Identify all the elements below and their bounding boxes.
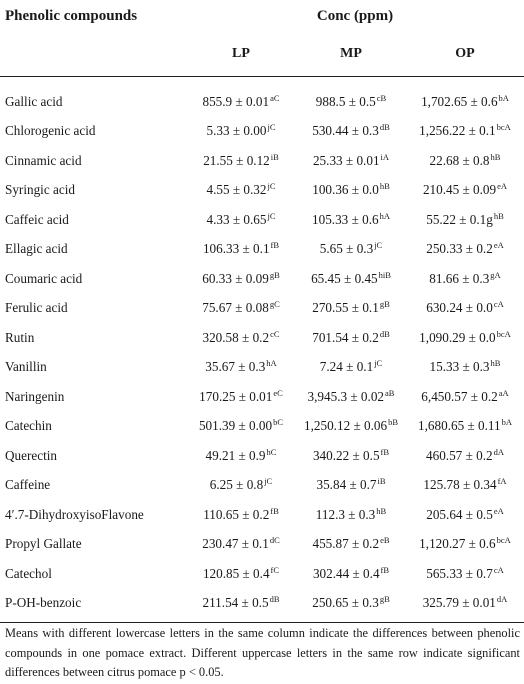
significance-letters: eA <box>493 505 504 516</box>
value-mean-sd: 5.65 ± 0.3 <box>319 241 374 257</box>
value-cell-op <box>406 530 524 560</box>
value-cell-lp <box>186 235 296 265</box>
value-mean-sd: 5.33 ± 0.00 <box>206 123 267 139</box>
significance-letters: cA <box>493 299 504 310</box>
table-body <box>0 77 524 623</box>
compound-name: Catechol <box>5 565 52 581</box>
significance-letters: bA <box>498 92 509 103</box>
value-cell-mp <box>296 530 406 560</box>
value-cell-mp <box>296 176 406 206</box>
value-cell-op <box>406 77 524 117</box>
significance-letters: jC <box>267 210 276 221</box>
value-cell-mp <box>296 77 406 117</box>
value-mean-sd: 1,120.27 ± 0.6 <box>419 536 496 552</box>
value-mean-sd: 6,450.57 ± 0.2 <box>421 388 498 404</box>
significance-letters: hB <box>490 358 501 369</box>
value-cell-mp <box>296 471 406 501</box>
table-row <box>0 353 524 383</box>
significance-letters: bcA <box>496 122 511 133</box>
value-mean-sd: 701.54 ± 0.2 <box>312 329 379 345</box>
value-cell-op <box>406 264 524 294</box>
value-mean-sd: 210.45 ± 0.09 <box>422 182 497 198</box>
significance-letters: fA <box>497 476 507 487</box>
value-cell-lp <box>186 412 296 442</box>
value-mean-sd: 565.33 ± 0.7 <box>426 565 493 581</box>
table-row <box>0 500 524 530</box>
significance-letters: gB <box>269 269 280 280</box>
value-mean-sd: 15.33 ± 0.3 <box>429 359 490 375</box>
value-mean-sd: 100.36 ± 0.0 <box>312 182 379 198</box>
value-cell-mp <box>296 117 406 147</box>
significance-letters: cC <box>270 328 280 339</box>
compound-name: P-OH-benzoic <box>0 589 186 623</box>
value-cell-op <box>406 471 524 501</box>
significance-letters: dB <box>379 122 390 133</box>
header-conc-ppm: Conc (ppm) <box>316 7 394 24</box>
value-mean-sd: 325.79 ± 0.01 <box>422 595 496 611</box>
significance-letters: aB <box>385 387 395 398</box>
value-cell-mp <box>296 441 406 471</box>
significance-letters: jC <box>374 240 383 251</box>
compound-name: Ferulic acid <box>5 300 68 316</box>
table-row <box>0 589 524 623</box>
value-mean-sd: 250.33 ± 0.2 <box>426 241 493 257</box>
value-cell-op <box>406 353 524 383</box>
value-cell-mp <box>296 235 406 265</box>
value-mean-sd: 81.66 ± 0.3 <box>429 270 490 286</box>
compound-name: Syringic acid <box>5 182 75 198</box>
value-cell-op <box>406 176 524 206</box>
value-mean-sd: 120.85 ± 0.4 <box>202 565 270 581</box>
value-mean-sd: 110.65 ± 0.2 <box>203 506 270 522</box>
significance-letters: aA <box>498 387 509 398</box>
significance-letters: dB <box>379 328 390 339</box>
compound-name: Cinnamic acid <box>5 152 82 168</box>
header-col-mp: MP <box>296 32 406 77</box>
significance-letters: bC <box>273 417 284 428</box>
value-mean-sd: 1,702.65 ± 0.6 <box>421 93 498 109</box>
value-cell-op <box>406 589 524 623</box>
value-mean-sd: 105.33 ± 0.6 <box>312 211 379 227</box>
value-mean-sd: 501.39 ± 0.00 <box>198 418 273 434</box>
value-mean-sd: 49.21 ± 0.9 <box>205 447 266 463</box>
value-cell-op <box>406 117 524 147</box>
value-mean-sd: 125.78 ± 0.34 <box>423 477 497 493</box>
table-row <box>0 323 524 353</box>
value-mean-sd: 460.57 ± 0.2 <box>426 447 493 463</box>
value-cell-lp <box>186 500 296 530</box>
significance-letters: dA <box>496 594 508 605</box>
significance-letters: gB <box>379 299 390 310</box>
significance-letters: hB <box>493 210 504 221</box>
value-mean-sd: 1,090.29 ± 0.0 <box>419 329 496 345</box>
value-mean-sd: 4.33 ± 0.65 <box>206 211 267 227</box>
significance-letters: bcA <box>496 535 511 546</box>
value-mean-sd: 75.67 ± 0.08 <box>202 300 269 316</box>
value-cell-lp <box>186 530 296 560</box>
value-cell-lp <box>186 176 296 206</box>
significance-letters: cB <box>376 92 387 103</box>
table-row <box>0 205 524 235</box>
compound-name: Chlorogenic acid <box>5 123 96 139</box>
value-mean-sd: 270.55 ± 0.1 <box>312 300 379 316</box>
significance-letters: fC <box>270 564 280 575</box>
significance-letters: hA <box>379 210 390 221</box>
value-cell-lp <box>186 77 296 117</box>
significance-letters: hC <box>266 446 277 457</box>
table-row <box>0 441 524 471</box>
compound-name: 4′.7-DihydroxyisoFlavone <box>5 506 144 522</box>
compound-name: Querectin <box>5 447 57 463</box>
table-row <box>0 176 524 206</box>
value-cell-lp <box>186 471 296 501</box>
significance-letters: gC <box>269 299 280 310</box>
significance-letters: fB <box>380 446 390 457</box>
value-cell-lp <box>186 353 296 383</box>
significance-letters: dC <box>269 535 280 546</box>
value-mean-sd: 55.22 ± 0.1g <box>426 211 493 227</box>
value-cell-op <box>406 441 524 471</box>
significance-letters: jC <box>267 122 276 133</box>
value-cell-lp <box>186 205 296 235</box>
table-row <box>0 294 524 324</box>
table-row <box>0 530 524 560</box>
value-mean-sd: 3,945.3 ± 0.02 <box>307 388 385 404</box>
compound-name: Coumaric acid <box>5 270 83 286</box>
compound-name: Rutin <box>5 329 35 345</box>
significance-letters: hB <box>490 151 501 162</box>
value-mean-sd: 106.33 ± 0.1 <box>202 241 270 257</box>
compound-name: Ellagic acid <box>5 241 68 257</box>
value-mean-sd: 250.65 ± 0.3 <box>312 595 379 611</box>
significance-letters: eA <box>497 181 508 192</box>
significance-letters: dB <box>269 594 280 605</box>
value-cell-mp <box>296 559 406 589</box>
value-mean-sd: 1,256.22 ± 0.1 <box>419 123 496 139</box>
significance-letters: hB <box>379 181 390 192</box>
value-cell-lp <box>186 441 296 471</box>
value-cell-op <box>406 235 524 265</box>
significance-letters: dA <box>493 446 504 457</box>
value-mean-sd: 211.54 ± 0.5 <box>202 595 269 611</box>
significance-letters: hB <box>376 505 387 516</box>
significance-letters: eC <box>273 387 283 398</box>
value-mean-sd: 60.33 ± 0.09 <box>202 270 269 286</box>
significance-letters: jC <box>264 476 273 487</box>
value-cell-lp <box>186 117 296 147</box>
value-cell-op <box>406 205 524 235</box>
value-mean-sd: 4.55 ± 0.32 <box>206 182 267 198</box>
compound-name: Caffeine <box>5 477 51 493</box>
significance-letters: fB <box>380 564 390 575</box>
value-mean-sd: 25.33 ± 0.01 <box>312 152 380 168</box>
significance-letters: jC <box>374 358 383 369</box>
value-cell-lp <box>186 589 296 623</box>
significance-letters: jC <box>267 181 276 192</box>
table-row <box>0 559 524 589</box>
header-col-lp: LP <box>186 32 296 77</box>
value-cell-lp <box>186 382 296 412</box>
table-row <box>0 117 524 147</box>
significance-letters: gA <box>490 269 501 280</box>
value-mean-sd: 21.55 ± 0.12 <box>203 152 270 168</box>
value-cell-mp <box>296 412 406 442</box>
value-cell-op <box>406 294 524 324</box>
compound-name: Gallic acid <box>5 93 63 109</box>
significance-letters: aC <box>270 92 280 103</box>
significance-letters: hA <box>266 358 277 369</box>
significance-letters: gB <box>379 594 390 605</box>
value-mean-sd: 630.24 ± 0.0 <box>426 300 493 316</box>
significance-letters: fB <box>270 505 279 516</box>
significance-letters: iB <box>377 476 386 487</box>
value-mean-sd: 35.84 ± 0.7 <box>316 477 377 493</box>
value-mean-sd: 988.5 ± 0.5 <box>315 93 376 109</box>
value-mean-sd: 65.45 ± 0.45 <box>311 270 378 286</box>
value-cell-op <box>406 146 524 176</box>
significance-letters: eA <box>493 240 504 251</box>
significance-letters: fB <box>270 240 280 251</box>
header-col-op: OP <box>406 32 524 77</box>
significance-letters: cA <box>493 564 504 575</box>
compound-name: Vanillin <box>5 359 47 375</box>
value-mean-sd: 6.25 ± 0.8 <box>209 477 264 493</box>
value-mean-sd: 205.64 ± 0.5 <box>426 506 493 522</box>
compound-name: Catechin <box>5 418 52 434</box>
significance-letters: hiB <box>378 269 391 280</box>
value-cell-mp <box>296 264 406 294</box>
value-mean-sd: 455.87 ± 0.2 <box>312 536 380 552</box>
value-mean-sd: 230.47 ± 0.1 <box>202 536 269 552</box>
value-mean-sd: 1,680.65 ± 0.11 <box>418 418 501 434</box>
table-footnote: Means with different lowercase letters in the same column indicate the differences between phenolic compounds in one pomace extract. Different uppercase letters in the same row indicate significant differences between citrus pomace p < 0.05. <box>5 626 520 679</box>
value-mean-sd: 35.67 ± 0.3 <box>205 359 266 375</box>
value-cell-lp <box>186 146 296 176</box>
value-cell-lp <box>186 294 296 324</box>
table-row <box>0 471 524 501</box>
value-mean-sd: 170.25 ± 0.01 <box>199 388 273 404</box>
value-cell-op <box>406 382 524 412</box>
significance-letters: bA <box>501 417 512 428</box>
value-mean-sd: 1,250.12 ± 0.06 <box>304 418 388 434</box>
header-phenolic-compounds: Phenolic compounds <box>5 7 138 24</box>
value-mean-sd: 22.68 ± 0.8 <box>429 152 490 168</box>
value-mean-sd: 340.22 ± 0.5 <box>312 447 380 463</box>
value-cell-mp <box>296 323 406 353</box>
value-cell-mp <box>296 382 406 412</box>
value-mean-sd: 855.9 ± 0.01 <box>202 93 270 109</box>
value-mean-sd: 112.3 ± 0.3 <box>315 506 376 522</box>
value-mean-sd: 302.44 ± 0.4 <box>312 565 380 581</box>
value-cell-lp <box>186 559 296 589</box>
value-cell-mp <box>296 294 406 324</box>
value-cell-op <box>406 323 524 353</box>
table-row <box>0 235 524 265</box>
value-cell-mp <box>296 353 406 383</box>
header-blank <box>0 32 186 77</box>
table-row <box>0 412 524 442</box>
significance-letters: iB <box>270 151 279 162</box>
value-mean-sd: 530.44 ± 0.3 <box>312 123 379 139</box>
significance-letters: eB <box>380 535 390 546</box>
value-cell-op <box>406 412 524 442</box>
value-cell-mp <box>296 500 406 530</box>
value-cell-mp <box>296 589 406 623</box>
compound-name: Naringenin <box>5 388 65 404</box>
compound-name: Caffeic acid <box>5 211 69 227</box>
significance-letters: bB <box>388 417 398 428</box>
value-mean-sd: 320.58 ± 0.2 <box>202 329 270 345</box>
value-mean-sd: 7.24 ± 0.1 <box>319 359 374 375</box>
table-row <box>0 382 524 412</box>
value-cell-op <box>406 500 524 530</box>
significance-letters: iA <box>380 151 390 162</box>
table-row <box>0 264 524 294</box>
table-row <box>0 146 524 176</box>
value-cell-mp <box>296 146 406 176</box>
value-cell-mp <box>296 205 406 235</box>
table-header <box>0 0 524 77</box>
value-cell-lp <box>186 323 296 353</box>
table-row <box>0 77 524 117</box>
value-cell-op <box>406 559 524 589</box>
compound-name: Propyl Gallate <box>5 536 82 552</box>
significance-letters: bcA <box>496 328 511 339</box>
value-cell-lp <box>186 264 296 294</box>
